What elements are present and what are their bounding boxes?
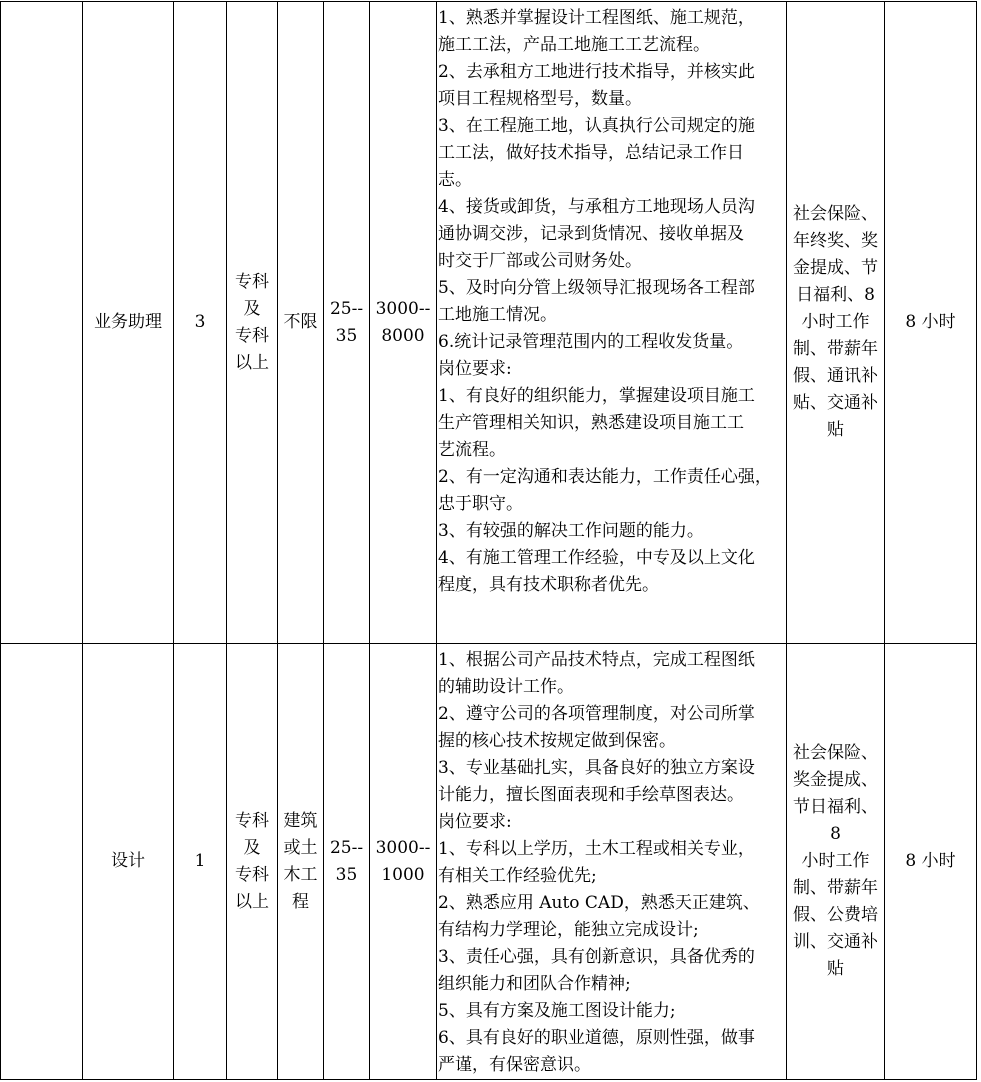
benefits-cell-line: 制、带薪年 xyxy=(793,878,878,898)
position-cell: 业务助理 xyxy=(83,2,174,644)
benefits-cell-line: 贴 xyxy=(827,959,844,979)
duty-line: 1、熟悉并掌握设计工程图纸、施工规范， xyxy=(438,8,755,28)
benefits-cell-line: 贴 xyxy=(827,420,844,440)
duty-line: 5、具有方案及施工图设计能力; xyxy=(438,1001,676,1021)
salary-cell xyxy=(370,2,437,644)
duty-line: 6、具有良好的职业道德，原则性强，做事 xyxy=(438,1028,755,1048)
hours-cell: 8 小时 xyxy=(885,2,977,644)
benefits-cell-line: 贴、交通补 xyxy=(793,393,878,413)
duty-line: 严谨，有保密意识。 xyxy=(438,1055,591,1075)
duty-line: 3、责任心强，具有创新意识，具备优秀的 xyxy=(438,947,755,967)
duty-line: 1、专科以上学历，土木工程或相关专业， xyxy=(438,839,755,859)
duty-line: 3、有较强的解决工作问题的能力。 xyxy=(438,521,704,541)
benefits-cell-line: 日福利、8 xyxy=(796,285,875,305)
benefits-cell-line: 节日福利、8 xyxy=(793,797,878,844)
benefits-cell-line: 假、公费培 xyxy=(793,905,878,925)
major-cell-line: 建筑 xyxy=(283,810,318,831)
benefits-cell xyxy=(787,644,885,1080)
duty-line: 岗位要求: xyxy=(438,359,512,379)
duty-line: 程度，具有技术职称者优先。 xyxy=(438,575,659,595)
duty-line: 3、专业基础扎实，具备良好的独立方案设 xyxy=(438,758,755,778)
benefits-cell-line: 社会保险、 xyxy=(793,743,878,763)
education-cell xyxy=(227,644,278,1080)
hours-cell: 8 小时 xyxy=(885,644,977,1080)
duty-line: 有结构力学理论，能独立完成设计; xyxy=(438,920,699,940)
job-table xyxy=(0,1,977,1080)
duties-cell xyxy=(437,2,787,644)
benefits-cell-line: 年终奖、奖 xyxy=(793,231,878,251)
benefits-cell-line: 金提成、节 xyxy=(793,258,878,278)
table-row xyxy=(1,2,977,644)
benefits-cell-line: 训、交通补 xyxy=(793,932,878,952)
duty-line: 施工工法，产品工地施工工艺流程。 xyxy=(438,35,710,55)
duty-line: 1、有良好的组织能力，掌握建设项目施工 xyxy=(438,386,755,406)
education-cell-line: 以上 xyxy=(235,891,269,912)
duty-line: 项目工程规格型号，数量。 xyxy=(438,89,642,109)
major-cell-line: 程 xyxy=(292,891,309,912)
duty-line: 2、有一定沟通和表达能力，工作责任心强， xyxy=(438,467,772,487)
duty-line: 时交于厂部或公司财务处。 xyxy=(438,251,642,271)
education-cell-line: 及 xyxy=(243,837,261,858)
duty-line: 5、及时向分管上级领导汇报现场各工程部 xyxy=(438,278,755,298)
duty-line: 工工法，做好技术指导，总结记录工作日 xyxy=(438,143,744,163)
salary-cell-line: 3000-- xyxy=(375,837,431,858)
duty-line: 握的核心技术按规定做到保密。 xyxy=(438,731,676,751)
benefits-cell-line: 制、带薪年 xyxy=(793,339,878,359)
education-cell-line: 专科 xyxy=(235,864,269,885)
duty-line: 4、接货或卸货，与承租方工地现场人员沟 xyxy=(438,197,755,217)
count-cell: 1 xyxy=(174,644,227,1080)
benefits-cell-line: 假、通讯补 xyxy=(793,366,878,386)
major-cell-line: 不限 xyxy=(283,312,318,332)
duties-cell xyxy=(437,644,787,1080)
duty-line: 1、根据公司产品技术特点，完成工程图纸 xyxy=(438,650,755,670)
duty-line: 6.统计记录管理范围内的工程收发货量。 xyxy=(438,332,744,352)
major-cell xyxy=(278,644,324,1080)
age-cell xyxy=(324,644,370,1080)
benefits-cell-line: 社会保险、 xyxy=(793,204,878,224)
education-cell-line: 专科 xyxy=(235,271,269,292)
duty-line: 忠于职守。 xyxy=(438,494,523,514)
major-cell xyxy=(278,2,324,644)
duty-line: 岗位要求: xyxy=(438,812,512,832)
duty-line: 2、熟悉应用 Auto CAD，熟悉天正建筑、 xyxy=(438,893,760,913)
age-cell-line: 25-- xyxy=(329,837,364,858)
salary-cell-line: 3000-- xyxy=(375,298,431,319)
education-cell-line: 以上 xyxy=(235,352,269,373)
salary-cell xyxy=(370,644,437,1080)
salary-cell-line: 1000 xyxy=(381,864,425,885)
empty-cell xyxy=(1,2,83,644)
duty-line: 的辅助设计工作。 xyxy=(438,677,574,697)
duty-line: 通协调交涉，记录到货情况、接收单据及 xyxy=(438,224,744,244)
major-cell-line: 或土 xyxy=(283,837,318,858)
education-cell xyxy=(227,2,278,644)
benefits-cell xyxy=(787,2,885,644)
age-cell xyxy=(324,2,370,644)
salary-cell-line: 8000 xyxy=(381,325,425,346)
position-cell: 设计 xyxy=(83,644,174,1080)
duty-line: 艺流程。 xyxy=(438,440,506,460)
age-cell-line: 35 xyxy=(335,325,358,346)
education-cell-line: 专科 xyxy=(235,810,269,831)
education-cell-line: 专科 xyxy=(235,325,269,346)
duty-line: 生产管理相关知识，熟悉建设项目施工工 xyxy=(438,413,744,433)
benefits-cell-line: 小时工作 xyxy=(801,312,870,332)
duty-line: 4、有施工管理工作经验，中专及以上文化 xyxy=(438,548,755,568)
duty-line: 工地施工情况。 xyxy=(438,305,557,325)
duty-line: 志。 xyxy=(438,170,472,190)
duty-line: 有相关工作经验优先; xyxy=(438,866,597,886)
benefits-cell-line: 奖金提成、 xyxy=(793,770,878,790)
education-cell-line: 及 xyxy=(243,298,261,319)
duty-line: 3、在工程施工地，认真执行公司规定的施 xyxy=(438,116,755,136)
duty-line: 2、遵守公司的各项管理制度，对公司所掌 xyxy=(438,704,755,724)
duty-line: 2、去承租方工地进行技术指导，并核实此 xyxy=(438,62,755,82)
duty-line: 计能力，擅长图面表现和手绘草图表达。 xyxy=(438,785,744,805)
empty-cell xyxy=(1,644,83,1080)
benefits-cell-line: 小时工作 xyxy=(801,851,870,871)
table-row xyxy=(1,644,977,1080)
major-cell-line: 木工 xyxy=(283,864,318,885)
count-cell: 3 xyxy=(174,2,227,644)
age-cell-line: 35 xyxy=(335,864,358,885)
age-cell-line: 25-- xyxy=(329,298,364,319)
duty-line: 组织能力和团队合作精神; xyxy=(438,974,631,994)
